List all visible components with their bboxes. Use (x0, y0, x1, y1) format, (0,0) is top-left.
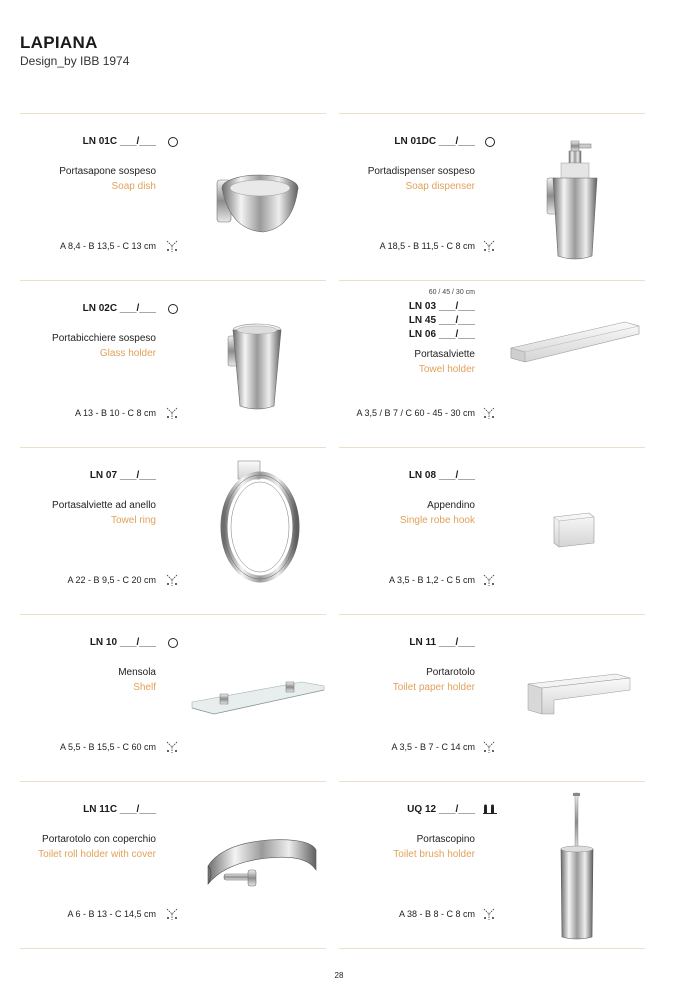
covered-roll-holder-image (202, 836, 320, 901)
product-code: LN 10 ___/___ (89, 637, 156, 648)
product-code: LN 01C ___/___ (82, 136, 156, 147)
product-cell-ln11c (20, 781, 326, 947)
shelf-image (190, 676, 326, 721)
product-name-en: Soap dispenser (405, 181, 475, 192)
toilet-brush-holder-image (557, 791, 597, 943)
product-name-en: Shelf (133, 682, 156, 693)
product-name-it: Portascopino (416, 834, 475, 845)
screw-fixing-icon (165, 907, 179, 921)
product-dimensions: A 3,5 / B 7 / C 60 - 45 - 30 cm (356, 408, 475, 418)
product-dimensions: A 6 - B 13 - C 14,5 cm (67, 909, 156, 919)
toilet-paper-holder-image (524, 672, 634, 722)
product-code: LN 07 ___/___ (89, 470, 156, 481)
product-code: LN 08 ___/___ (408, 470, 475, 481)
product-cell-ln07 (20, 447, 326, 613)
product-name-it: Portarotolo (426, 667, 475, 678)
towel-ring-image (218, 459, 303, 584)
designer-subtitle: Design_by IBB 1974 (20, 54, 130, 68)
divider (339, 948, 645, 949)
screw-fixing-icon (482, 907, 496, 921)
divider (20, 948, 326, 949)
product-dimensions: A 13 - B 10 - C 8 cm (74, 408, 156, 418)
product-code: LN 03 ___/___ (408, 301, 475, 312)
product-code: UQ 12 ___/___ (407, 804, 475, 815)
product-name-it: Portarotolo con coperchio (42, 834, 156, 845)
product-dimensions: A 38 - B 8 - C 8 cm (398, 909, 475, 919)
product-name-it: Mensola (118, 667, 156, 678)
circle-icon (485, 137, 495, 147)
soap-dish-image (205, 158, 305, 243)
product-name-en: Toilet paper holder (392, 682, 475, 693)
product-name-en: Glass holder (99, 348, 156, 359)
product-name-it: Portabicchiere sospeso (52, 333, 156, 344)
product-name-en: Towel ring (110, 515, 156, 526)
screw-fixing-icon (165, 740, 179, 754)
floor-standing-icon (483, 804, 497, 814)
product-name-en: Toilet roll holder with cover (38, 849, 156, 860)
product-cell-ln01dc (339, 113, 645, 279)
screw-fixing-icon (482, 573, 496, 587)
product-cell-ln02c (20, 280, 326, 446)
product-code: LN 06 ___/___ (408, 329, 475, 340)
product-dimensions: A 18,5 - B 11,5 - C 8 cm (379, 241, 475, 251)
product-code: LN 11C ___/___ (83, 804, 156, 815)
product-code: LN 45 ___/___ (408, 315, 475, 326)
circle-icon (168, 304, 178, 314)
product-dimensions: A 3,5 - B 7 - C 14 cm (391, 742, 475, 752)
product-name-en: Towel holder (418, 364, 475, 375)
product-name-it: Appendino (427, 500, 475, 511)
product-dimensions: A 22 - B 9,5 - C 20 cm (67, 575, 156, 585)
robe-hook-image (549, 511, 599, 551)
product-cell-ln01c (20, 113, 326, 279)
product-name-en: Single robe hook (399, 515, 475, 526)
product-dimensions: A 5,5 - B 15,5 - C 60 cm (59, 742, 156, 752)
product-name-it: Portasalviette ad anello (52, 500, 156, 511)
product-cell-ln11 (339, 614, 645, 780)
size-options: 60 / 45 / 30 cm (428, 289, 475, 296)
glass-holder-image (220, 318, 290, 418)
screw-fixing-icon (165, 239, 179, 253)
screw-fixing-icon (165, 573, 179, 587)
product-name-en: Soap dish (111, 181, 156, 192)
towel-holder-image (507, 318, 642, 368)
product-cell-ln08 (339, 447, 645, 613)
soap-dispenser-image (539, 138, 609, 263)
brand-title: LAPIANA (20, 33, 98, 52)
product-code: LN 11 ___/___ (409, 637, 475, 648)
product-name-en: Toilet brush holder (393, 849, 475, 860)
page-number: 28 (334, 971, 344, 980)
product-cell-ln03 (339, 280, 645, 446)
circle-icon (168, 137, 178, 147)
screw-fixing-icon (165, 406, 179, 420)
screw-fixing-icon (482, 239, 496, 253)
product-name-it: Portasalviette (414, 349, 475, 360)
product-cell-uq12 (339, 781, 645, 947)
screw-fixing-icon (482, 406, 496, 420)
screw-fixing-icon (482, 740, 496, 754)
product-name-it: Portadispenser sospeso (367, 166, 475, 177)
product-name-it: Portasapone sospeso (59, 166, 156, 177)
product-dimensions: A 8,4 - B 13,5 - C 13 cm (59, 241, 156, 251)
product-cell-ln10 (20, 614, 326, 780)
product-dimensions: A 3,5 - B 1,2 - C 5 cm (388, 575, 475, 585)
product-code: LN 02C ___/___ (82, 303, 156, 314)
circle-icon (168, 638, 178, 648)
product-code: LN 01DC ___/___ (394, 136, 475, 147)
